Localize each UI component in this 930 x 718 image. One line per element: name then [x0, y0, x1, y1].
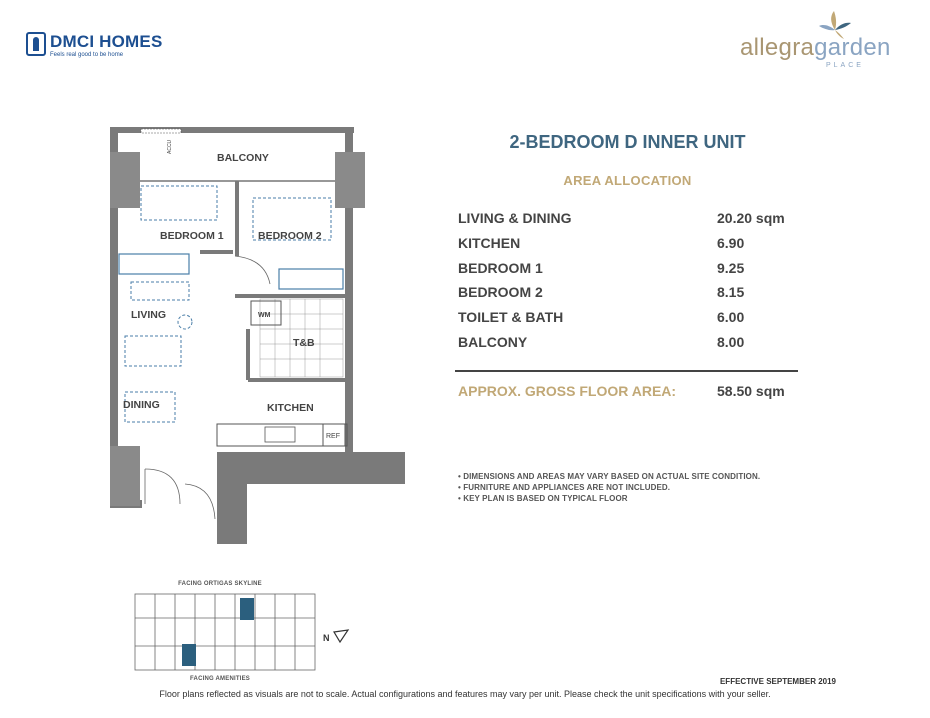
room-label-tb: T&B: [293, 337, 315, 349]
allegra-garden-logo: [740, 10, 910, 72]
room-label-living: LIVING: [131, 309, 167, 321]
dmci-logo-icon: [26, 32, 46, 56]
area-allocation-heading: AREA ALLOCATION: [563, 173, 692, 188]
area-value: 8.00: [717, 334, 745, 350]
dmci-tagline: Feels real good to be home: [50, 52, 124, 58]
floor-plan: [105, 124, 410, 549]
room-label-kitchen: KITCHEN: [267, 402, 314, 414]
project-name-part1: allegra: [740, 34, 815, 61]
area-row: [458, 284, 798, 304]
north-arrow-icon: [322, 626, 352, 646]
area-row: [458, 334, 798, 354]
area-row: [458, 235, 798, 255]
label-wm: WM: [258, 312, 271, 319]
walls: [110, 127, 405, 544]
area-value: 8.15: [717, 284, 745, 300]
unit-title: 2-BEDROOM D INNER UNIT: [509, 132, 746, 152]
footer-disclaimer: Floor plans reflected as visuals are not to scale. Actual configurations and features may vary per unit. Please check the unit specifications with your seller.: [159, 689, 771, 699]
north-label: N: [323, 633, 330, 643]
project-sub: PLACE: [826, 62, 864, 69]
divider: [455, 370, 798, 372]
note: • DIMENSIONS AND AREAS MAY VARY BASED ON ACTUAL SITE CONDITION.: [458, 472, 761, 481]
project-name: [740, 34, 891, 62]
area-value: 6.90: [717, 235, 745, 251]
note: • FURNITURE AND APPLIANCES ARE NOT INCLUDED.: [458, 483, 671, 492]
area-value: 6.00: [717, 309, 745, 325]
area-row: [458, 210, 798, 230]
gross-floor-area-value: 58.50 sqm: [717, 383, 785, 399]
facing-bottom-label: FACING AMENITIES: [190, 676, 250, 682]
area-label: BALCONY: [458, 334, 528, 350]
area-label: BEDROOM 2: [458, 284, 543, 300]
project-name-part2: garden: [814, 34, 891, 61]
facing-top-label: FACING ORTIGAS SKYLINE: [178, 581, 262, 587]
room-label-bedroom2: BEDROOM 2: [258, 230, 322, 242]
area-row: [458, 309, 798, 329]
area-value: 9.25: [717, 260, 745, 276]
dmci-logo-text: DMCI HOMES: [50, 32, 163, 51]
label-accu: ACCU: [167, 139, 173, 154]
sink: [265, 427, 295, 442]
wardrobes: [119, 254, 343, 289]
effective-date: EFFECTIVE SEPTEMBER 2019: [719, 677, 836, 686]
furniture: [125, 186, 331, 422]
area-value: 20.20 sqm: [717, 210, 785, 226]
area-label: BEDROOM 1: [458, 260, 543, 276]
area-label: LIVING & DINING: [458, 210, 572, 226]
highlighted-unit: [240, 598, 254, 620]
highlighted-unit: [182, 644, 196, 666]
room-label-dining: DINING: [123, 399, 160, 411]
dmci-homes-logo: [26, 30, 176, 64]
area-label: KITCHEN: [458, 235, 521, 251]
area-row: [458, 260, 798, 280]
label-ref: REF: [326, 433, 340, 440]
room-label-bedroom1: BEDROOM 1: [160, 230, 224, 242]
gross-floor-area-label: APPROX. GROSS FLOOR AREA:: [458, 383, 677, 399]
area-label: TOILET & BATH: [458, 309, 564, 325]
room-label-balcony: BALCONY: [217, 152, 269, 164]
note: • KEY PLAN IS BASED ON TYPICAL FLOOR: [458, 494, 628, 503]
